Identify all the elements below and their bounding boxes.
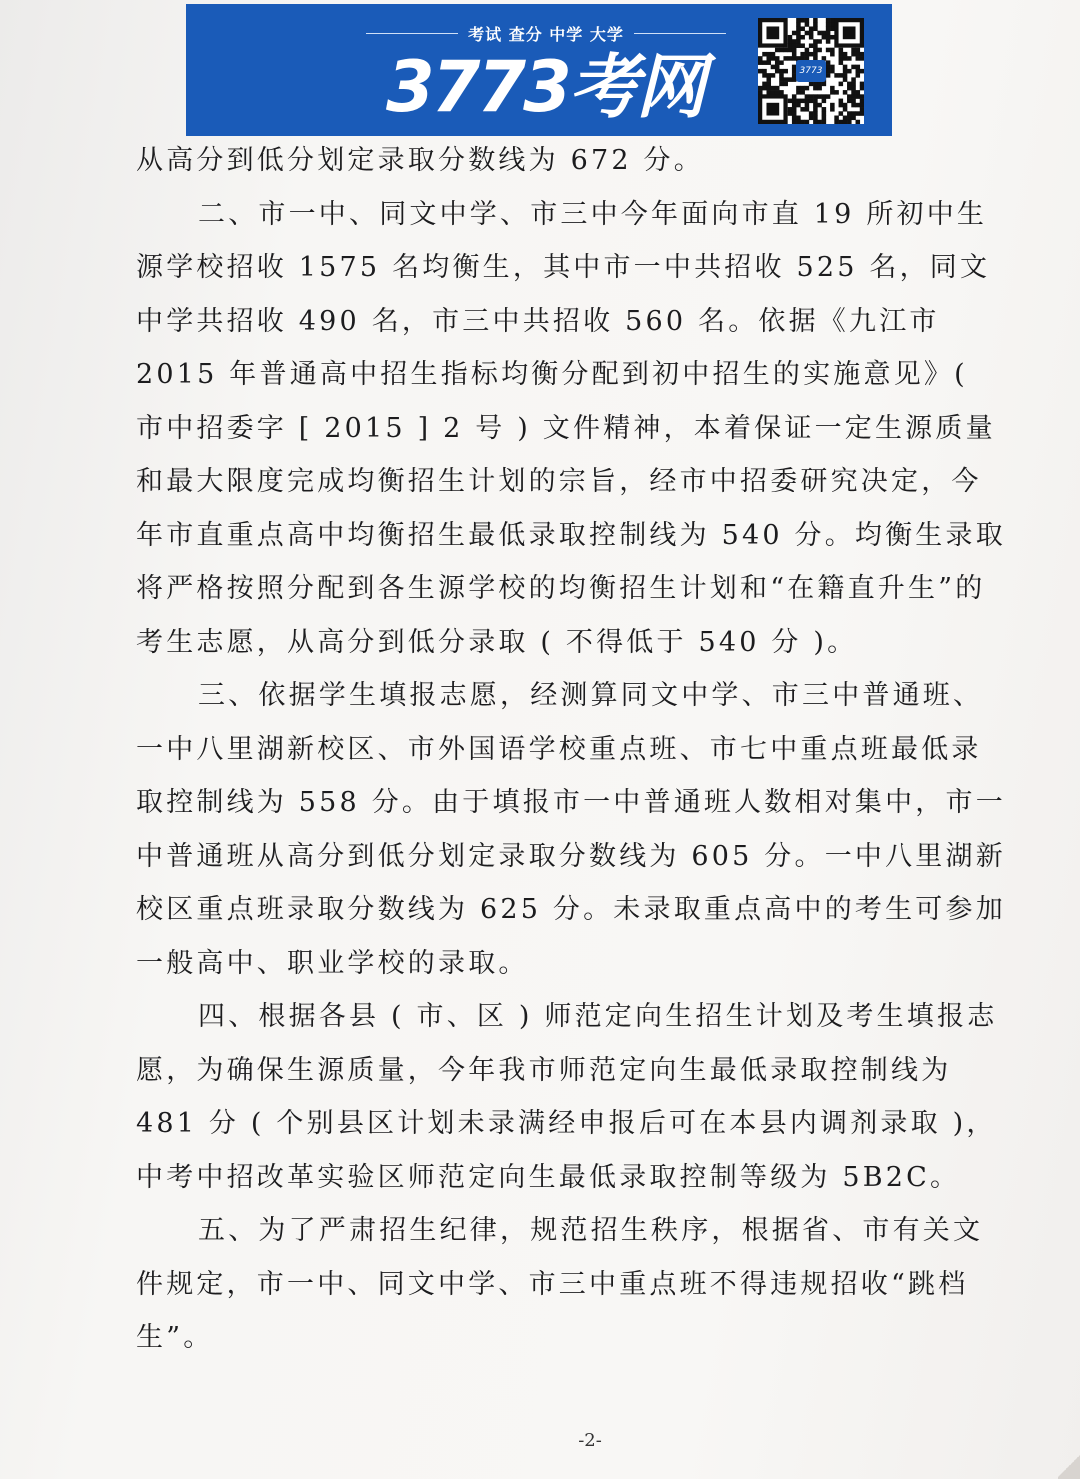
document-body xyxy=(136,134,1008,1365)
page-corner-fold xyxy=(1058,1453,1080,1479)
paragraph-section-3: 三、依据学生填报志愿，经测算同文中学、市三中普通班、一中八里湖新校区、市外国语学校重点班、市七中重点班最低录取控制线为 558 分。由于填报市一中普通班人数相对集中，市一中普通班从高分到低分划定录取分数线为 605 分。一中八里湖新校区重点班录取分数线为 625 分。未录取重点高中的考生可参加一般高中、职业学校的录取。 xyxy=(136,680,1006,979)
page-number: -2- xyxy=(578,1430,602,1451)
paragraph-section-2: 二、市一中、同文中学、市三中今年面向市直 19 所初中生源学校招收 1575 名均衡生，其中市一中共招收 525 名，同文中学共招收 490 名，市三中共招收 560 名。依据《九江市 2015 年普通高中招生指标均衡分配到初中招生的实施意见》( 市中招委字 [ 2015 ] 2 号 ) 文件精神，本着保证一定生源质量和最大限度完成均衡招生计划的宗旨，经市中招委研究决定，今年市直重点高中均衡招生最低录取控制线为 540 分。均衡生录取将严格按照分配到各生源学校的均衡招生计划和“在籍直升生”的考生志愿，从高分到低分录取 ( 不得低于 540 分 )。 xyxy=(136,198,1006,658)
brand-logo: 3773考网 xyxy=(386,46,703,128)
tagline-divider-right xyxy=(634,33,726,34)
qr-code-icon[interactable] xyxy=(758,18,864,124)
paragraph-continuation: 从高分到低分划定录取分数线为 672 分。 xyxy=(136,145,704,176)
site-banner[interactable] xyxy=(186,4,892,136)
paragraph-section-5: 五、为了严肃招生纪律，规范招生秩序，根据省、市有关文件规定，市一中、同文中学、市三中重点班不得违规招收“跳档生”。 xyxy=(136,1215,984,1353)
qr-center-logo: 3773 xyxy=(796,60,826,82)
banner-tagline: 考试 查分 中学 大学 xyxy=(468,24,624,44)
tagline-divider-left xyxy=(366,33,458,34)
paragraph-section-4: 四、根据各县 ( 市、区 ) 师范定向生招生计划及考生填报志愿，为确保生源质量，今年我市师范定向生最低录取控制线为 481 分 ( 个别县区计划未录满经申报后可在本县内调剂录取 )，中考中招改革实验区师范定向生最低录取控制等级为 5B2C。 xyxy=(136,1001,998,1193)
